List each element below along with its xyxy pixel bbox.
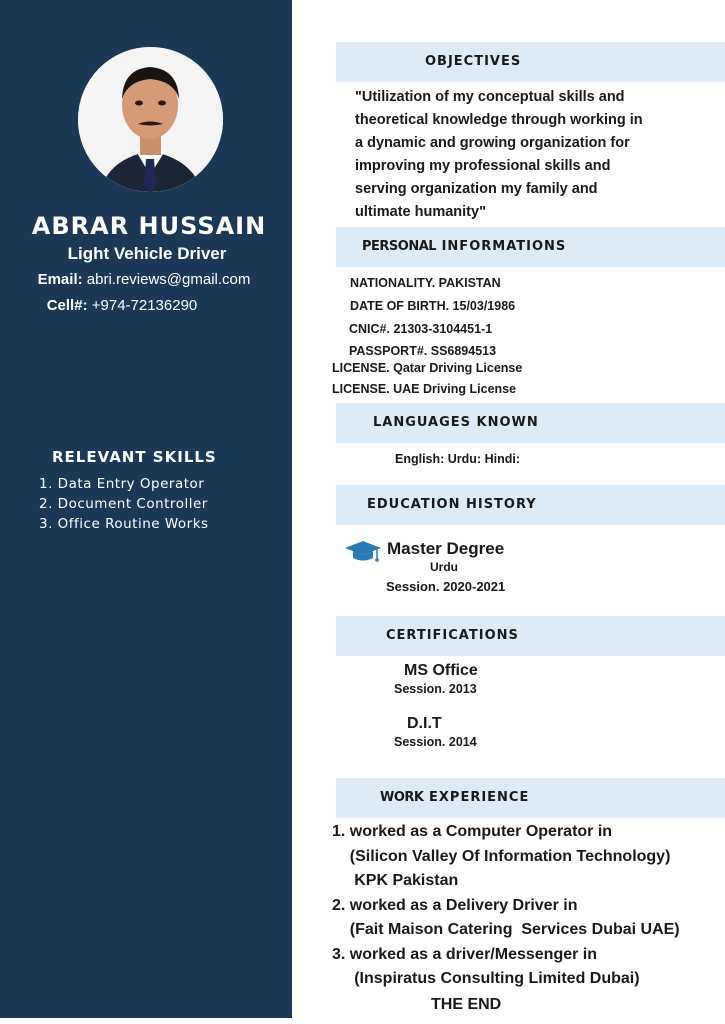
objectives-heading: OBJECTIVES [425, 54, 522, 69]
personal-heading [362, 227, 566, 267]
objective-line: improving my professional skills and [355, 158, 611, 174]
education-heading: EDUCATION HISTORY [367, 497, 537, 512]
the-end-text: THE END [431, 996, 502, 1013]
certification-session: Session. 2014 [394, 735, 477, 749]
objective-line: serving organization my family and [355, 181, 598, 197]
education-band [336, 485, 725, 525]
languages-heading: LANGUAGES KNOWN [373, 415, 539, 430]
work-line: 3. worked as a driver/Messenger in [332, 945, 598, 963]
work-line: (Inspiratus Consulting Limited Dubai) [332, 970, 640, 987]
email-label: Email: [37, 271, 83, 288]
objective-line: "Utilization of my conceptual skills and [355, 89, 625, 105]
skill-item: 1. Data Entry Operator [39, 476, 205, 492]
cnic: CNIC#. 21303-3104451-1 [349, 322, 493, 336]
work-heading [380, 778, 529, 818]
personal-heading-rest: INFORMATIONS [441, 239, 567, 254]
profile-title: Light Vehicle Driver [67, 244, 227, 263]
personal-band [336, 227, 725, 267]
objectives-band [336, 42, 725, 82]
passport: PASSPORT#. SS6894513 [349, 344, 497, 358]
certification-session: Session. 2013 [394, 682, 477, 696]
cell-label: Cell#: [46, 297, 88, 314]
degree-session: Session. 2020-2021 [386, 579, 506, 594]
degree-title: Master Degree [387, 539, 505, 558]
skill-item: 2. Document Controller [39, 496, 208, 512]
work-line: KPK Pakistan [332, 872, 459, 889]
skills-list [39, 474, 209, 534]
cell-value[interactable]: +974-72136290 [91, 297, 198, 314]
objective-line: ultimate humanity" [355, 204, 486, 220]
work-list [332, 820, 680, 992]
email-value[interactable]: abri.reviews@gmail.com [86, 271, 251, 288]
profile-name: ABRAR HUSSAIN [31, 212, 267, 240]
objective-text [355, 86, 675, 224]
nationality: NATIONALITY. PAKISTAN [350, 276, 501, 290]
work-heading-bold: WORK [380, 790, 424, 805]
work-band [336, 778, 725, 818]
cell-line [0, 297, 266, 314]
certifications-band [336, 616, 725, 656]
work-line: (Silicon Valley Of Information Technology) [332, 847, 671, 865]
personal-heading-bold: PERSONAL [362, 239, 437, 254]
objective-line: theoretical knowledge through working in [355, 112, 643, 128]
work-line: 1. worked as a Computer Operator in [332, 823, 613, 840]
certifications-heading: CERTIFICATIONS [386, 628, 519, 643]
skill-item: 3. Office Routine Works [39, 516, 209, 532]
objective-line: a dynamic and growing organization for [355, 135, 630, 151]
skills-heading: RELEVANT SKILLS [52, 448, 217, 466]
certification-name: MS Office [404, 662, 478, 679]
work-line: (Fait Maison Catering Services Dubai UAE) [332, 921, 680, 938]
license-uae: LICENSE. UAE Driving License [332, 382, 517, 396]
graduation-cap-icon [343, 540, 383, 569]
sidebar [0, 0, 292, 1018]
languages-band [336, 403, 725, 443]
email-line [0, 271, 288, 288]
profile-photo [78, 47, 223, 192]
degree-subject: Urdu [430, 560, 458, 574]
certification-name: D.I.T [407, 715, 442, 732]
work-heading-rest: EXPERIENCE [429, 790, 530, 805]
person-portrait-icon [78, 47, 223, 192]
date-of-birth: DATE OF BIRTH. 15/03/1986 [350, 299, 516, 313]
languages-text: English: Urdu: Hindi: [395, 452, 520, 466]
work-line: 2. worked as a Delivery Driver in [332, 896, 578, 914]
license-qatar: LICENSE. Qatar Driving License [332, 361, 523, 375]
